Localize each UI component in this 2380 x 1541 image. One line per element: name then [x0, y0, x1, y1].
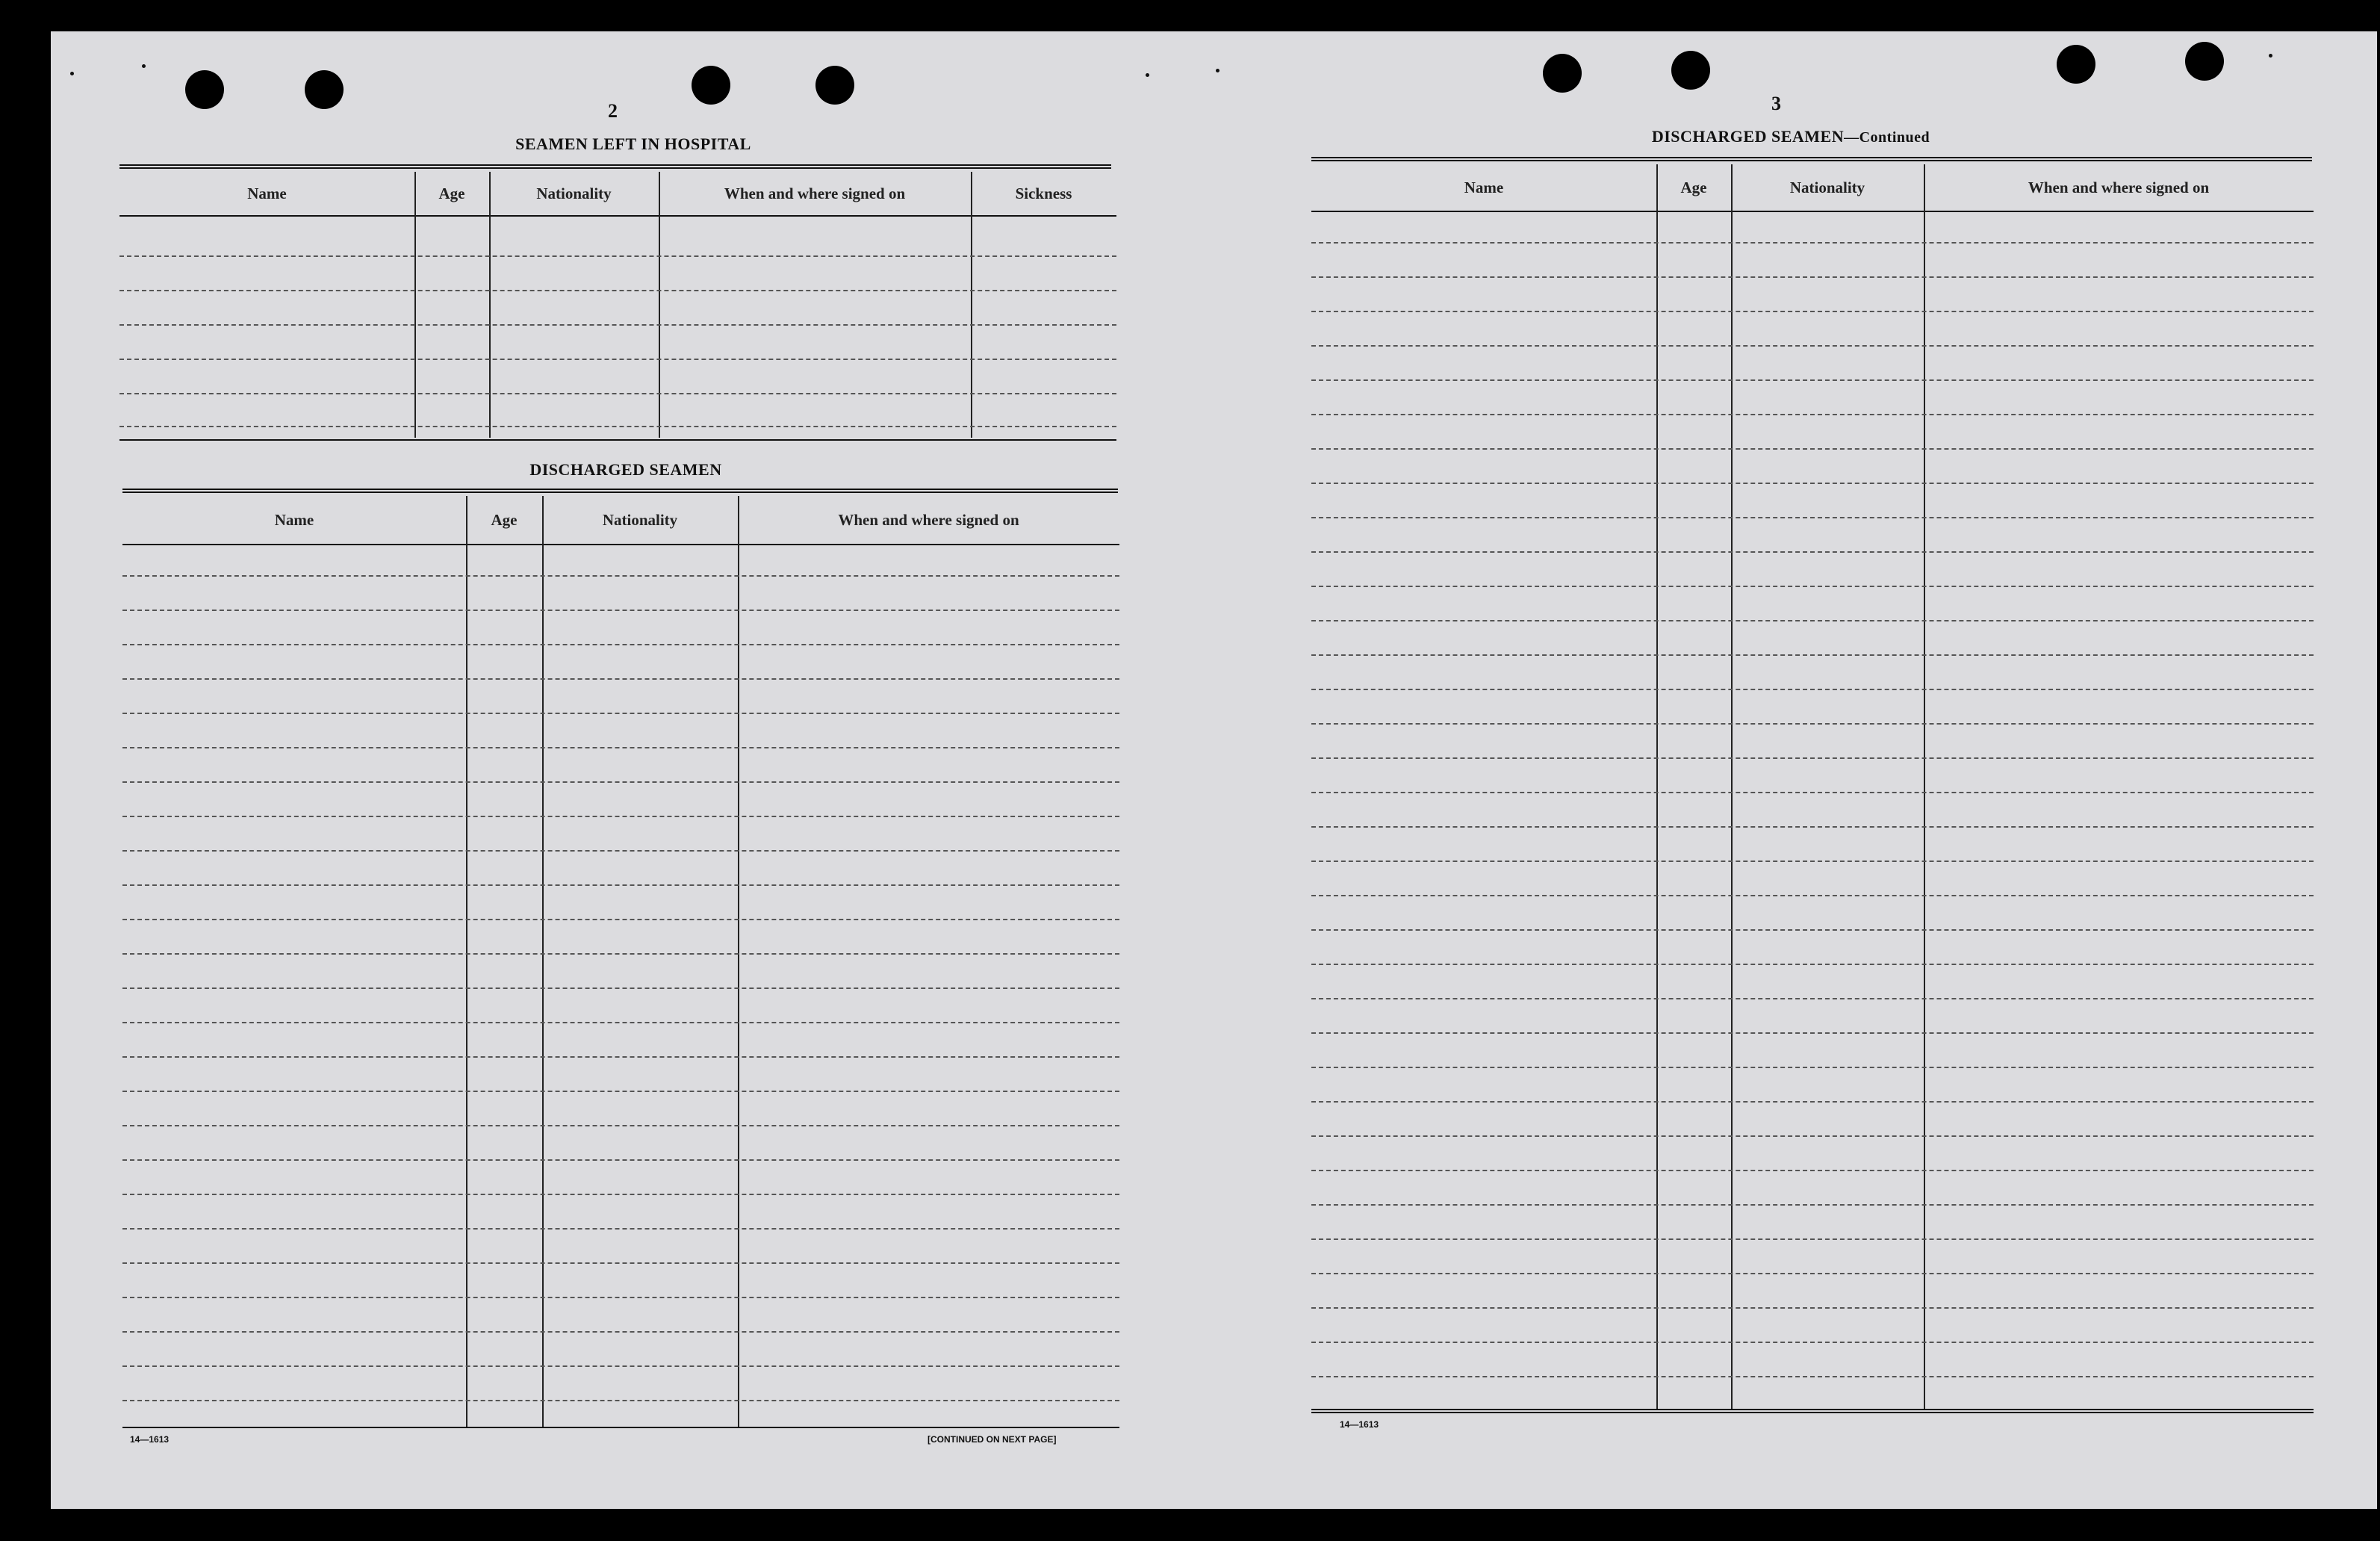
discharged-section-title: DISCHARGED SEAMEN: [529, 460, 722, 479]
page-number: 2: [608, 100, 618, 122]
title-double-rule: [119, 164, 1111, 169]
table-row-line: [122, 987, 1119, 989]
table-row-line: [122, 713, 1119, 714]
table-row-line: [119, 324, 1116, 326]
discharged-continued-title: [1604, 127, 1977, 146]
page-number: 3: [1771, 93, 1781, 114]
column-header-nationality: Nationality: [602, 510, 678, 529]
section-rule: [119, 439, 1116, 441]
table-row-line: [122, 1194, 1119, 1195]
table-row-line: [1311, 826, 2314, 828]
column-header-age: Age: [438, 184, 465, 202]
table-row-line: [122, 678, 1119, 680]
table-row-line: [1311, 723, 2314, 725]
column-header-signed-on: When and where signed on: [838, 510, 1019, 529]
table-row-line: [122, 1056, 1119, 1058]
table-row-line: [1311, 1135, 2314, 1137]
table-row-line: [122, 1365, 1119, 1367]
bottom-double-rule: [1311, 1409, 2314, 1413]
table-row-line: [1311, 964, 2314, 965]
table-row-line: [1311, 1204, 2314, 1206]
table-row-line: [1311, 448, 2314, 450]
table-row-line: [122, 1159, 1119, 1161]
table-row-line: [1311, 379, 2314, 381]
column-divider: [659, 172, 660, 438]
discharged-continued-table: [1311, 164, 2314, 1409]
table-row-line: [119, 290, 1116, 291]
column-divider: [414, 172, 416, 438]
column-header-nationality: Nationality: [1789, 178, 1865, 196]
hospital-table-header: [119, 172, 1116, 217]
table-row-line: [122, 1262, 1119, 1264]
column-divider: [971, 172, 972, 438]
table-row-line: [1311, 689, 2314, 690]
table-row-line: [1311, 1067, 2314, 1068]
form-number: 14—1613: [1340, 1419, 1379, 1430]
table-row-line: [122, 747, 1119, 748]
column-header-signed-on: When and where signed on: [2028, 178, 2210, 196]
column-header-nationality: Nationality: [536, 184, 612, 202]
table-row-line: [122, 953, 1119, 955]
table-row-line: [1311, 551, 2314, 553]
table-row-line: [1311, 895, 2314, 896]
scanned-form-sheet: [51, 31, 2377, 1509]
table-row-line: [1311, 654, 2314, 656]
table-row-line: [122, 850, 1119, 852]
title-double-rule: [122, 489, 1118, 493]
section-title: DISCHARGED SEAMEN: [1651, 127, 1845, 146]
table-row-line: [122, 919, 1119, 920]
table-row-line: [119, 393, 1116, 394]
table-row-line: [1311, 1273, 2314, 1274]
column-divider: [738, 496, 739, 1427]
table-row-line: [1311, 792, 2314, 793]
column-header-sickness: Sickness: [1015, 184, 1072, 202]
table-row-line: [1311, 1307, 2314, 1309]
table-row-line: [122, 1125, 1119, 1126]
column-header-age: Age: [491, 510, 518, 529]
table-row-line: [119, 426, 1116, 427]
table-row-line: [1311, 276, 2314, 278]
table-row-line: [1311, 757, 2314, 759]
table-row-line: [122, 1022, 1119, 1023]
column-divider: [489, 172, 491, 438]
form-number: 14—1613: [130, 1434, 170, 1445]
table-row-line: [122, 1297, 1119, 1298]
table-row-line: [122, 884, 1119, 886]
column-divider: [1731, 164, 1733, 1409]
table-row-line: [1311, 929, 2314, 931]
column-header-age: Age: [1680, 178, 1707, 196]
table-row-line: [1311, 311, 2314, 312]
table-row-line: [122, 1091, 1119, 1092]
table-row-line: [119, 359, 1116, 360]
table-row-line: [122, 610, 1119, 611]
column-header-name: Name: [1464, 178, 1504, 196]
table-row-line: [1311, 1342, 2314, 1343]
discharged-table: [122, 496, 1119, 1427]
title-suffix: —Continued: [1844, 129, 1930, 146]
table-row-line: [122, 1228, 1119, 1230]
table-row-line: [122, 575, 1119, 577]
table-row-line: [122, 644, 1119, 645]
table-row-line: [1311, 414, 2314, 415]
left-page: [51, 31, 1171, 1509]
table-row-line: [1311, 345, 2314, 347]
table-row-line: [1311, 483, 2314, 484]
title-double-rule: [1311, 157, 2312, 161]
table-row-line: [1311, 1238, 2314, 1240]
hospital-section-title: SEAMEN LEFT IN HOSPITAL: [515, 134, 751, 153]
column-header-signed-on: When and where signed on: [724, 184, 906, 202]
column-divider: [466, 496, 467, 1427]
column-header-name: Name: [274, 510, 314, 529]
hospital-table: [119, 172, 1116, 438]
table-row-line: [1311, 620, 2314, 621]
table-row-line: [1311, 1101, 2314, 1103]
table-row-line: [119, 255, 1116, 257]
column-header-name: Name: [247, 184, 287, 202]
column-divider: [1656, 164, 1658, 1409]
table-row-line: [1311, 517, 2314, 518]
table-row-line: [122, 1400, 1119, 1401]
column-divider: [542, 496, 544, 1427]
table-row-line: [1311, 861, 2314, 862]
table-row-line: [1311, 1032, 2314, 1034]
section-rule: [122, 1427, 1119, 1428]
table-row-line: [1311, 586, 2314, 587]
table-row-line: [1311, 998, 2314, 999]
continued-note: [CONTINUED ON NEXT PAGE]: [928, 1434, 1057, 1445]
table-row-line: [1311, 1376, 2314, 1377]
right-page: [1216, 31, 2377, 1509]
table-row-line: [122, 781, 1119, 783]
discharged-continued-table-header: [1311, 164, 2314, 212]
table-row-line: [1311, 1170, 2314, 1171]
table-row-line: [122, 1331, 1119, 1333]
table-row-line: [1311, 242, 2314, 244]
column-divider: [1924, 164, 1925, 1409]
table-row-line: [122, 816, 1119, 817]
discharged-table-header: [122, 496, 1119, 545]
